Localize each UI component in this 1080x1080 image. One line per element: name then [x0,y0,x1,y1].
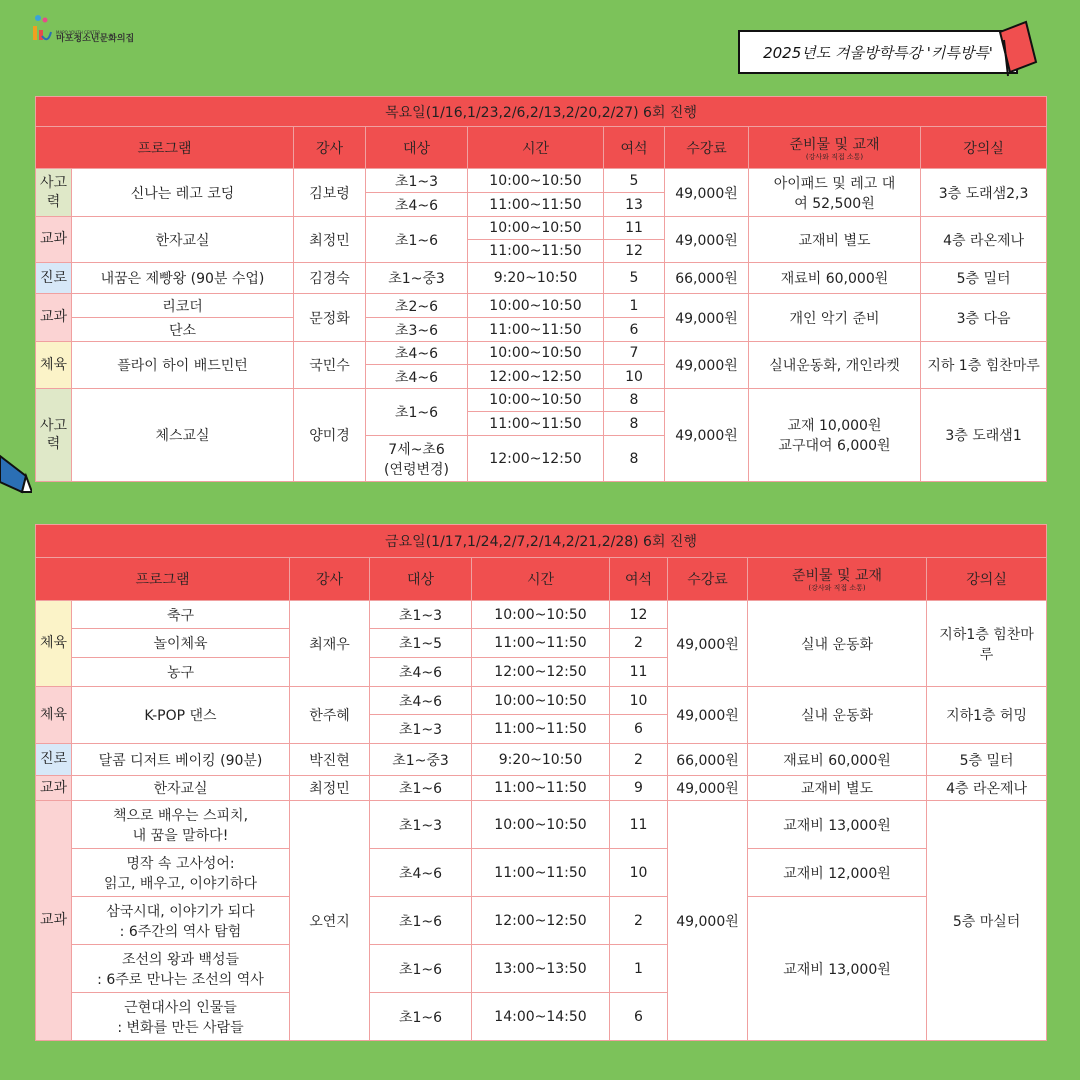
col-materials-note: (강사와 직접 소통) [808,584,866,593]
col-program: 프로그램 [36,127,294,169]
col-materials-label: 준비물 및 교재 [791,568,883,585]
program-cell [72,801,290,849]
room-cell: 5층 마실터 [927,801,1047,1041]
col-program: 프로그램 [36,558,290,601]
col-time: 시간 [468,127,604,169]
target-cell: 초1~중3 [370,744,472,776]
program-cell: 플라이 하이 배드민턴 [72,342,294,389]
room-cell: 지하1층 힘찬마루 [927,601,1047,687]
program-line: : 6주로 만나는 조선의 역사 [97,971,264,988]
teacher-cell: 한주혜 [290,687,370,744]
program-cell: 한자교실 [72,217,294,263]
program-line: 내 꿈을 말하다! [132,827,229,844]
col-room: 강의실 [927,558,1047,601]
fee-cell: 66,000원 [665,263,749,294]
seats-cell: 12 [604,240,665,263]
logo-mark-icon [30,14,52,44]
col-materials-note: (강사와 직접 소통) [805,152,864,161]
target-cell-changed [366,436,468,482]
seats-cell: 10 [610,687,668,715]
target-cell: 초1~6 [370,776,472,801]
target-cell: 초1~3 [370,801,472,849]
time-cell: 11:00~11:50 [468,318,604,342]
target-cell: 초1~중3 [366,263,468,294]
target-cell: 초4~6 [366,342,468,365]
program-cell: K-POP 댄스 [72,687,290,744]
col-seats: 여석 [604,127,665,169]
seats-cell: 8 [604,412,665,436]
seats-cell: 13 [604,193,665,217]
seats-cell: 11 [604,217,665,240]
time-cell: 11:00~11:50 [472,776,610,801]
category-cell: 사고력 [36,389,72,482]
target-cell: 초4~6 [366,193,468,217]
page-title-text: 2025년도 겨울방학특강 '키특방특' [763,43,993,62]
seats-cell: 1 [604,294,665,318]
flag-icon [996,18,1040,80]
teacher-cell: 최정민 [290,776,370,801]
time-cell: 13:00~13:50 [472,945,610,993]
program-line: 조선의 왕과 백성들 [121,951,240,968]
seats-cell: 6 [610,993,668,1041]
materials-cell: 교재비 12,000원 [748,849,927,897]
fee-cell: 49,000원 [665,169,749,217]
room-cell: 지하 1층 힘찬마루 [921,342,1047,389]
room-cell: 3층 도래샘2,3 [921,169,1047,217]
program-line: 책으로 배우는 스피치, [112,807,249,824]
seats-cell: 8 [604,436,665,482]
materials-line: 교구대여 6,000원 [778,438,891,454]
fee-cell: 66,000원 [668,744,748,776]
target-cell: 초4~6 [370,687,472,715]
materials-cell: 교재비 별도 [748,776,927,801]
room-cell: 5층 밀터 [921,263,1047,294]
thursday-schedule-table [35,96,1047,482]
seats-cell: 5 [604,169,665,193]
fee-cell: 49,000원 [668,687,748,744]
time-cell: 9:20~10:50 [472,744,610,776]
target-cell: 초1~6 [366,389,468,436]
col-seats: 여석 [610,558,668,601]
category-cell: 교과 [36,294,72,342]
time-cell: 12:00~12:50 [472,658,610,687]
time-cell: 10:00~10:50 [472,687,610,715]
category-cell: 진로 [36,744,72,776]
program-cell: 달콤 디저트 베이킹 (90분) [72,744,290,776]
program-line: : 변화를 만든 사람들 [117,1019,244,1036]
category-cell: 체육 [36,342,72,389]
target-note: (연령변경) [383,461,450,478]
time-cell: 11:00~11:50 [468,412,604,436]
target-text: 7세~초6 [388,441,445,458]
col-fee: 수강료 [665,127,749,169]
col-target: 대상 [366,127,468,169]
category-cell: 교과 [36,217,72,263]
seats-cell: 5 [604,263,665,294]
table-row [36,263,1047,294]
time-cell: 14:00~14:50 [472,993,610,1041]
program-cell: 리코더 [72,294,294,318]
room-cell: 4층 라온제나 [921,217,1047,263]
fee-cell: 49,000원 [668,776,748,801]
time-cell: 11:00~11:50 [472,715,610,744]
time-cell: 10:00~10:50 [472,801,610,849]
program-cell [72,945,290,993]
program-cell [72,849,290,897]
time-cell: 9:20~10:50 [468,263,604,294]
room-cell: 4층 라온제나 [927,776,1047,801]
materials-cell: 교재비 13,000원 [748,801,927,849]
program-line: 명작 속 고사성어: [126,855,235,872]
fee-cell: 49,000원 [668,801,748,1041]
table-row [36,601,1047,629]
table-row [36,687,1047,715]
seats-cell: 2 [610,744,668,776]
col-materials [749,127,921,169]
program-cell [72,993,290,1041]
seats-cell: 1 [610,945,668,993]
table-row [36,389,1047,412]
col-fee: 수강료 [668,558,748,601]
program-cell: 단소 [72,318,294,342]
col-target: 대상 [370,558,472,601]
category-cell: 교과 [36,776,72,801]
teacher-cell: 김경숙 [294,263,366,294]
program-line: 읽고, 배우고, 이야기하다 [103,875,258,892]
time-cell: 10:00~10:50 [472,601,610,629]
time-cell: 11:00~11:50 [468,240,604,263]
page-title [738,30,1018,74]
teacher-cell: 양미경 [294,389,366,482]
seats-cell: 11 [610,801,668,849]
teacher-cell: 박진현 [290,744,370,776]
time-cell: 11:00~11:50 [472,629,610,658]
col-room: 강의실 [921,127,1047,169]
col-materials [748,558,927,601]
teacher-cell: 국민수 [294,342,366,389]
teacher-cell: 김보령 [294,169,366,217]
logo-name: 마포청소년문화의집 [56,34,135,44]
col-teacher: 강사 [290,558,370,601]
logo [30,14,134,44]
target-cell: 초1~3 [370,715,472,744]
program-cell: 체스교실 [72,389,294,482]
program-cell [72,897,290,945]
program-cell: 농구 [72,658,290,687]
time-cell: 10:00~10:50 [468,217,604,240]
seats-cell: 6 [610,715,668,744]
room-cell: 3층 다음 [921,294,1047,342]
materials-cell: 실내 운동화 [748,601,927,687]
materials-cell: 아이패드 및 레고 대여 52,500원 [749,169,921,217]
fee-cell: 49,000원 [665,294,749,342]
table-row [36,217,1047,240]
program-cell: 축구 [72,601,290,629]
time-cell: 12:00~12:50 [468,436,604,482]
materials-cell: 교재비 13,000원 [748,897,927,1041]
fee-cell: 49,000원 [665,389,749,482]
col-teacher: 강사 [294,127,366,169]
target-cell: 초1~3 [366,169,468,193]
fee-cell: 49,000원 [665,217,749,263]
target-cell: 초3~6 [366,318,468,342]
program-cell: 신나는 레고 코딩 [72,169,294,217]
teacher-cell: 오연지 [290,801,370,1041]
program-cell: 놀이체육 [72,629,290,658]
room-cell: 3층 도래샘1 [921,389,1047,482]
program-line: : 6주간의 역사 탐험 [119,923,242,940]
materials-cell: 재료비 60,000원 [748,744,927,776]
table-row [36,169,1047,193]
seats-cell: 12 [610,601,668,629]
table-row [36,744,1047,776]
time-cell: 10:00~10:50 [468,169,604,193]
target-cell: 초1~6 [370,945,472,993]
time-cell: 10:00~10:50 [468,294,604,318]
table-row [36,294,1047,318]
time-cell: 12:00~12:50 [468,365,604,389]
seats-cell: 8 [604,389,665,412]
target-cell: 초1~6 [370,897,472,945]
col-materials-label: 준비물 및 교재 [789,136,880,153]
materials-cell: 실내 운동화 [748,687,927,744]
target-cell: 초4~6 [366,365,468,389]
category-cell: 체육 [36,601,72,687]
category-cell: 교과 [36,801,72,1041]
seats-cell: 10 [610,849,668,897]
teacher-cell: 문정화 [294,294,366,342]
target-cell: 초4~6 [370,849,472,897]
seats-cell: 7 [604,342,665,365]
table-row [36,342,1047,365]
pencil-icon [0,452,32,496]
program-line: 삼국시대, 이야기가 되다 [106,903,255,920]
time-cell: 11:00~11:50 [468,193,604,217]
room-cell: 5층 밀터 [927,744,1047,776]
materials-line: 교재 10,000원 [787,418,882,434]
time-cell: 10:00~10:50 [468,342,604,365]
materials-cell: 실내운동화, 개인라켓 [749,342,921,389]
fee-cell: 49,000원 [665,342,749,389]
teacher-cell: 최재우 [290,601,370,687]
category-cell: 체육 [36,687,72,744]
category-cell: 진로 [36,263,72,294]
target-cell: 초1~3 [370,601,472,629]
room-cell: 지하1층 허밍 [927,687,1047,744]
table-row [36,849,1047,897]
materials-cell: 교재비 별도 [749,217,921,263]
time-cell: 11:00~11:50 [472,849,610,897]
program-cell: 한자교실 [72,776,290,801]
friday-caption: 금요일(1/17,1/24,2/7,2/14,2/21,2/28) 6회 진행 [36,525,1047,558]
seats-cell: 6 [604,318,665,342]
seats-cell: 9 [610,776,668,801]
table-row [36,776,1047,801]
materials-cell [749,389,921,482]
target-cell: 초1~6 [370,993,472,1041]
seats-cell: 2 [610,629,668,658]
table-row [36,897,1047,945]
seats-cell: 2 [610,897,668,945]
program-cell: 내꿈은 제빵왕 (90분 수업) [72,263,294,294]
teacher-cell: 최정민 [294,217,366,263]
materials-cell: 재료비 60,000원 [749,263,921,294]
target-cell: 초1~5 [370,629,472,658]
col-time: 시간 [472,558,610,601]
category-cell: 사고력 [36,169,72,217]
target-cell: 초1~6 [366,217,468,263]
materials-cell: 개인 악기 준비 [749,294,921,342]
time-cell: 12:00~12:50 [472,897,610,945]
thursday-caption: 목요일(1/16,1/23,2/6,2/13,2/20,2/27) 6회 진행 [36,97,1047,127]
time-cell: 10:00~10:50 [468,389,604,412]
table-row [36,801,1047,849]
target-cell: 초4~6 [370,658,472,687]
seats-cell: 11 [610,658,668,687]
fee-cell: 49,000원 [668,601,748,687]
program-line: 근현대사의 인물들 [124,999,237,1016]
target-cell: 초2~6 [366,294,468,318]
logo-subtitle: MAPO YOUTH CENTER [56,30,101,35]
seats-cell: 10 [604,365,665,389]
friday-schedule-table [35,524,1047,1041]
